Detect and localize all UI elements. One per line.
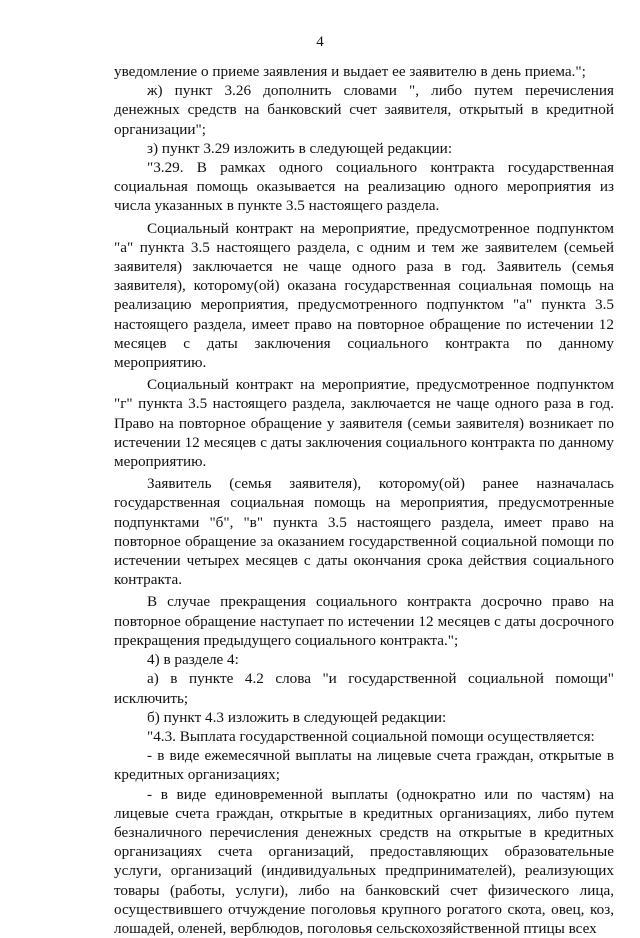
paragraph: а) в пункте 4.2 слова "и государственной социальной помощи" исключить; [114,670,614,707]
paragraph: - в виде ежемесячной выплаты на лицевые счета граждан, открытые в кредитных организациях; [114,747,614,784]
paragraph: Заявитель (семья заявителя), которому(ой) ранее назначалась государственная социальная помощь на мероприятия, предусмотренные подпунктами "б", "в" пункта 3.5 настоящего раздела, имеет право на повторное обращение за оказанием государственной социальной помощи по истечении четырех месяцев с даты окончания срока действия социального контракта. [114,475,614,589]
paragraph: "3.29. В рамках одного социального контракта государственная социальная помощь оказывается на реализацию одного мероприятия из числа указанных в пункте 3.5 настоящего раздела. [114,159,614,215]
paragraph: уведомление о приеме заявления и выдает ее заявителю в день приема."; [114,63,586,80]
paragraph: "4.3. Выплата государственной социальной помощи осуществляется: [147,727,595,745]
paragraph: з) пункт 3.29 изложить в следующей редакции: [147,139,453,157]
page-number: 4 [316,34,324,50]
document-body [114,62,614,938]
paragraph: Социальный контракт на мероприятие, предусмотренное подпунктом "г" пункта 3.5 настоящего раздела, заключается не чаще одного раза в год. Право на повторное обращение у заявителя (семьи заявителя) возникает по истечении 12 месяцев с даты заключения социального контракта по данному мероприятию. [114,376,614,471]
paragraph: ж) пункт 3.26 дополнить словами ", либо путем перечисления денежных средств на банковский счет заявителя, открытый в кредитной организации"; [114,82,614,138]
paragraph: 4) в разделе 4: [147,651,239,669]
paragraph: б) пункт 4.3 изложить в следующей редакции: [147,708,447,726]
paragraph: Социальный контракт на мероприятие, предусмотренное подпунктом "а" пункта 3.5 настоящего раздела, с одним и тем же заявителем (семьей заявителя) заключается не чаще одного раза в год. Заявитель (семья заявителя), которому(ой) оказана государственная социальная помощь на реализацию мероприятия, предусмотренного подпунктом "а" пункта 3.5 настоящего раздела, имеет право на повторное обращение по истечении 12 месяцев с даты заключения социального контракта по данному мероприятию. [114,219,614,372]
paragraph: В случае прекращения социального контракта досрочно право на повторное обращение наступает по истечении 12 месяцев с даты досрочного прекращения предыдущего социального контракта."; [114,593,614,649]
paragraph: - в виде единовременной выплаты (однократно или по частям) на лицевые счета граждан, открытые в кредитных организациях, либо путем безналичного перечисления денежных средств на открытые в кредитных организациях счета организаций, предоставляющих образовательные услуги, организаций (индивидуальных предпринимателей), реализующих товары (работы, услуги), либо на банковский счет физического лица, осуществившего отчуждение поголовья крупного рогатого скота, овец, коз, лошадей, оленей, верблюдов, поголовья сельскохозяйственной птицы всех [114,785,614,937]
